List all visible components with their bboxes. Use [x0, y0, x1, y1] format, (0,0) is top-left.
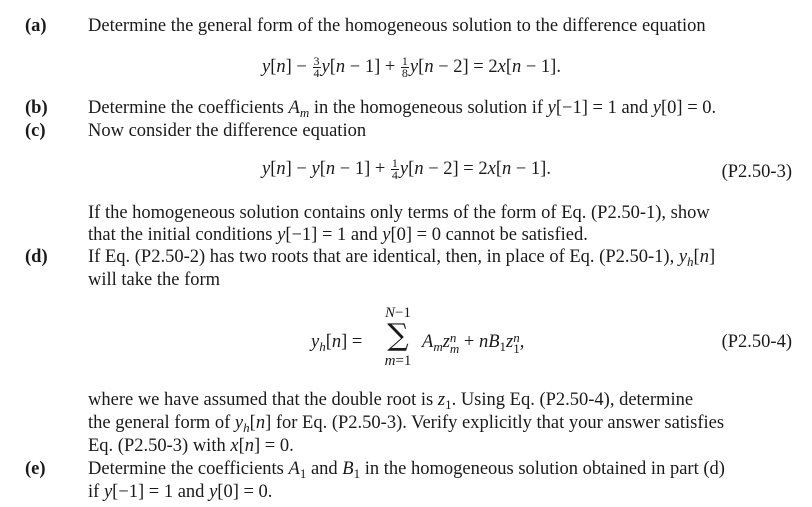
part-b-text: Determine the coefficients $A_m$ in the homogeneous solution if y[−1] = 1 and y[0] = 0. [88, 98, 717, 120]
part-c-paragraph-line-2: that the initial conditions y[−1] = 1 and y[0] = 0 cannot be satisfied. [88, 225, 588, 245]
part-b-label: (b) [25, 98, 48, 118]
part-c-paragraph-line-1: If the homogeneous solution contains only terms of the form of Eq. (P2.50-1), show [88, 203, 710, 223]
part-d-equation-lhs: $y_h[n]$ = [311, 332, 363, 354]
part-d-after-line-1: where we have assumed that the double root is $z_1$. Using Eq. (P2.50-4), determine [88, 390, 694, 412]
part-e-line-1: Determine the coefficients $A_1$ and $B_1$ in the homogeneous solution obtained in part (d) [88, 459, 725, 481]
part-c-text: Now consider the difference equation [88, 121, 367, 141]
part-d-equation-rhs: $A_mz$ n m + $nB_1z$ n 1 , [422, 329, 525, 356]
part-d-line-1: If Eq. (P2.50-2) has two roots that are identical, then, in place of Eq. (P2.50-1), $y_h[n]$ [88, 247, 716, 269]
part-d-label: (d) [25, 247, 48, 267]
equation-number-p2-50-4: (P2.50-4) [721, 332, 792, 352]
part-d-line-2: will take the form [88, 270, 221, 290]
part-d-after-line-3: Eq. (P2.50-3) with x[n] = 0. [88, 436, 294, 456]
part-a-equation: y[n] − $\frac{3}{4}$ y[n − 1] + $\frac{1}{8}$ y[n − 2] = 2x[n − 1]. [262, 54, 561, 81]
sum-upper-limit: N−1 [385, 305, 411, 321]
part-e-label: (e) [25, 459, 46, 479]
part-c-equation: y[n] − y[n − 1] + $\frac{1}{4}$ y[n − 2] = 2x[n − 1]. [262, 156, 551, 183]
part-c-label: (c) [25, 121, 46, 141]
summation-symbol [376, 305, 420, 369]
equation-number-p2-50-3: (P2.50-3) [721, 162, 792, 182]
sum-lower-limit: m=1 [384, 353, 412, 369]
part-a-text: Determine the general form of the homogeneous solution to the difference equation [88, 16, 706, 36]
sigma-icon: ∑ [387, 318, 409, 353]
part-e-line-2: if y[−1] = 1 and y[0] = 0. [88, 482, 273, 502]
part-a-label: (a) [25, 16, 47, 36]
part-d-after-line-2: the general form of $y_h[n]$ for Eq. (P2.50-3). Verify explicitly that your answer satisfies [88, 413, 725, 435]
